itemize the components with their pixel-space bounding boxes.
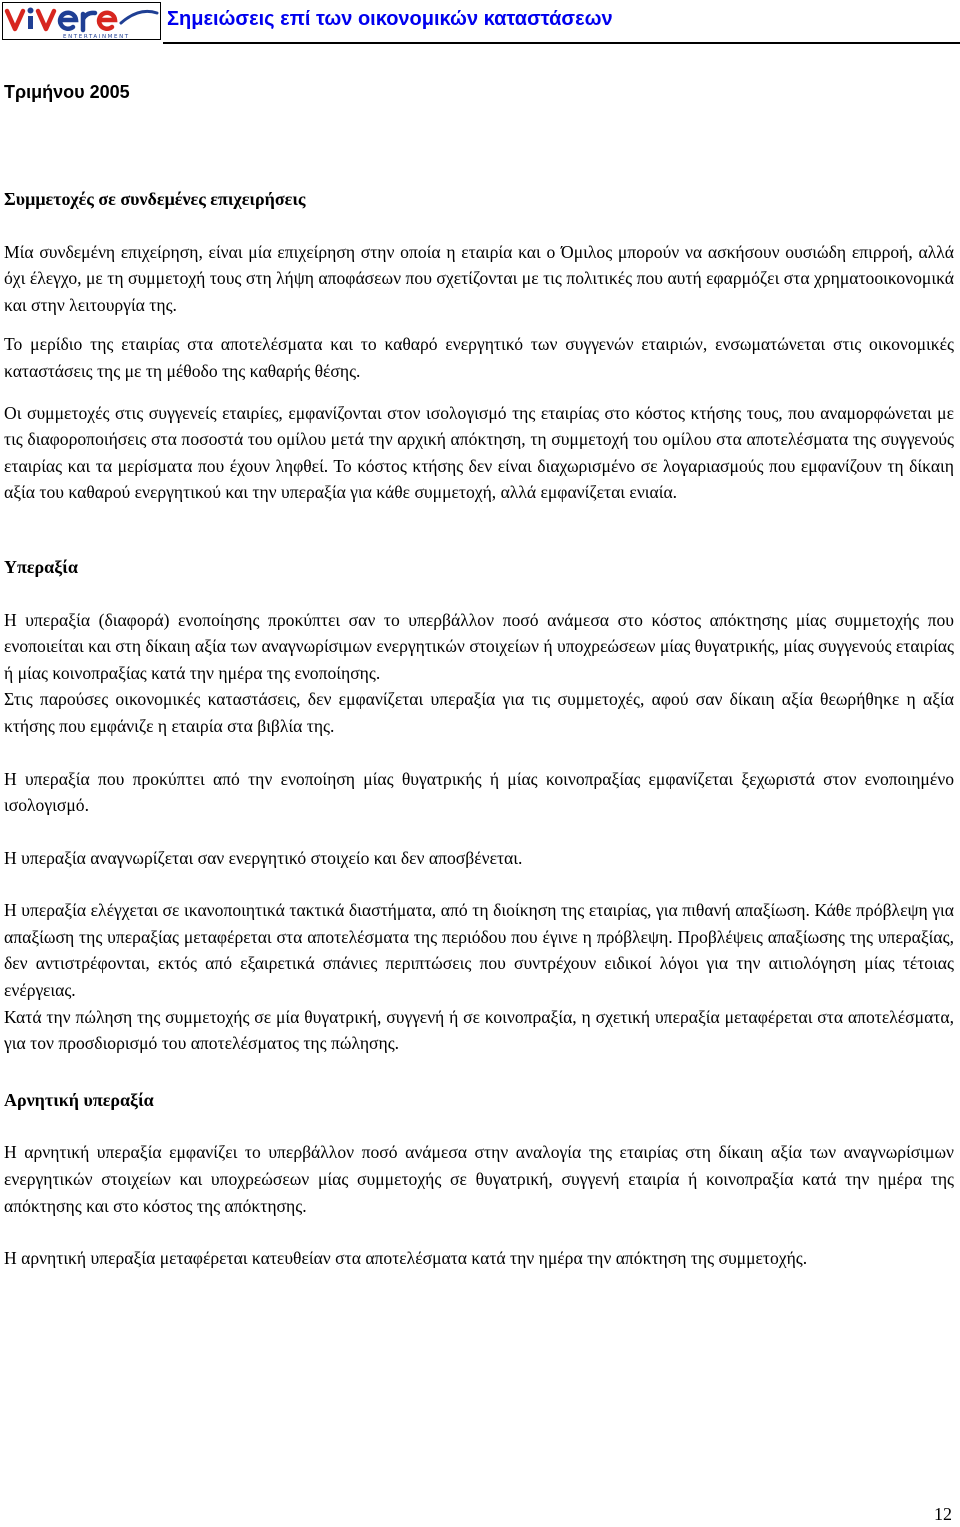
page-number: 12 — [934, 1504, 952, 1524]
page-header — [0, 0, 960, 44]
document-title: Σημειώσεις επί των οικονομικών καταστάσεων — [167, 8, 613, 30]
document-body — [4, 186, 954, 1272]
logo-subtext: ENTERTAINMENT — [63, 34, 130, 39]
paragraph: Οι συμμετοχές στις συγγενείς εταιρίες, εμφανίζονται στον ισολογισμό της εταιρίας στο κόστος κτήσης τους, που αναμορφώνεται με τις διαφοροποιήσεις στα ποσοστά του ομίλου μετά την αρχική απόκτηση, τη συμμετοχή του ομίλου στα αποτελέσματα της συγγενούς εταιρίας και τα μερίσματα που έχουν ληφθεί. Το κόστος κτήσης δεν είναι διαχωρισμένο σε λογαριασμούς που εμφανίζουν τη δίκαιη αξία του καθαρού ενεργητικού και την υπεραξία για κάθε συμμετοχή, αλλά εμφανίζεται ενιαία. — [4, 402, 954, 503]
paragraph: Μία συνδεμένη επιχείρηση, είναι μία επιχείρηση στην οποία η εταιρία και ο Όμιλος μπορούν να ασκήσουν ουσιώδη επιρροή, αλλά όχι έλεγχο, με τη συμμετοχή τους στη λήψη αποφάσεων που σχετίζονται με τις πολιτικές που αυτή εφαρμόζει στα χρηματοοικονομικά και στην λειτουργία της. — [4, 241, 954, 315]
vivere-logo-icon — [3, 3, 160, 39]
section-heading-negative-goodwill: Αρνητική υπεραξία — [4, 1089, 154, 1110]
paragraph: Η αρνητική υπεραξία εμφανίζει το υπερβάλλον ποσό ανάμεσα στην αναλογία της εταιρίας στη δίκαιη αξία των αναγνωρίσιμων ενεργητικών στοιχείων και υποχρεώσεων μίας συμμετοχής σε θυγατρική, συγγενή εταιρία ή κοινοπραξία κατά την ημέρα της απόκτησης και στο κόστος της απόκτησης. — [4, 1142, 954, 1216]
period-label: Τριμήνου 2005 — [4, 82, 130, 102]
paragraph: Η υπεραξία ελέγχεται σε ικανοποιητικά τακτικά διαστήματα, από τη διοίκηση της εταιρίας, για πιθανή απαξίωση. Κάθε πρόβλεψη για απαξίωση της υπεραξίας μεταφέρεται στα αποτελέσματα της περιόδου που έγινε η πρόβλεψη. Προβλέψεις απαξίωσης της υπεραξίας, δεν αντιστρέφονται, εκτός από εξαιρετικά σπάνιες περιπτώσεις που συντρέχουν ειδικοί λόγοι για την αιτιολόγηση μίας τέτοιας ενέργειας. — [4, 900, 954, 1001]
paragraph: Η αρνητική υπεραξία μεταφέρεται κατευθείαν στα αποτελέσματα κατά την ημέρα την απόκτηση της συμμετοχής. — [4, 1248, 808, 1269]
paragraph: Στις παρούσες οικονομικές καταστάσεις, δεν εμφανίζεται υπεραξία για τις συμμετοχές, αφού σαν δίκαιη αξία θεωρήθηκε η αξία κτήσης που εμφάνιζε η εταιρία στα βιβλία της. — [4, 689, 954, 736]
company-logo — [2, 2, 161, 40]
section-heading-goodwill: Υπεραξία — [4, 556, 78, 577]
header-divider — [163, 42, 960, 44]
paragraph: Το μερίδιο της εταιρίας στα αποτελέσματα και το καθαρό ενεργητικό των συγγενών εταιριών, ενσωματώνεται στις οικονομικές καταστάσεις της με τη μέθοδο της καθαρής θέσης. — [4, 334, 954, 381]
paragraph: Η υπεραξία που προκύπτει από την ενοποίηση μίας θυγατρικής ή μίας κοινοπραξίας εμφανίζεται ξεχωριστά στον ενοποιημένο ισολογισμό. — [4, 768, 954, 816]
paragraph: Η υπεραξία (διαφορά) ενοποίησης προκύπτει σαν το υπερβάλλον ποσό ανάμεσα στο κόστος απόκτησης μίας συμμετοχής που ενοποιείται και στη δίκαιη αξία των αναγνωρίσιμων ενεργητικών στοιχείων ή υποχρεώσεων μίας θυγατρικής, μίας συγγενούς εταιρίας ή μίας κοινοπραξίας κατά την ημέρα της ενοποίησης. — [4, 609, 954, 683]
section-heading-associates: Συμμετοχές σε συνδεμένες επιχειρήσεις — [4, 189, 306, 209]
paragraph: Κατά την πώληση της συμμετοχής σε μία θυγατρική, συγγενή ή σε κοινοπραξία, η σχετική υπεραξία μεταφέρεται στα αποτελέσματα, για τον προσδιορισμό του αποτελέσματος της πώλησης. — [4, 1006, 954, 1054]
paragraph: Η υπεραξία αναγνωρίζεται σαν ενεργητικό στοιχείο και δεν αποσβένεται. — [4, 847, 523, 868]
